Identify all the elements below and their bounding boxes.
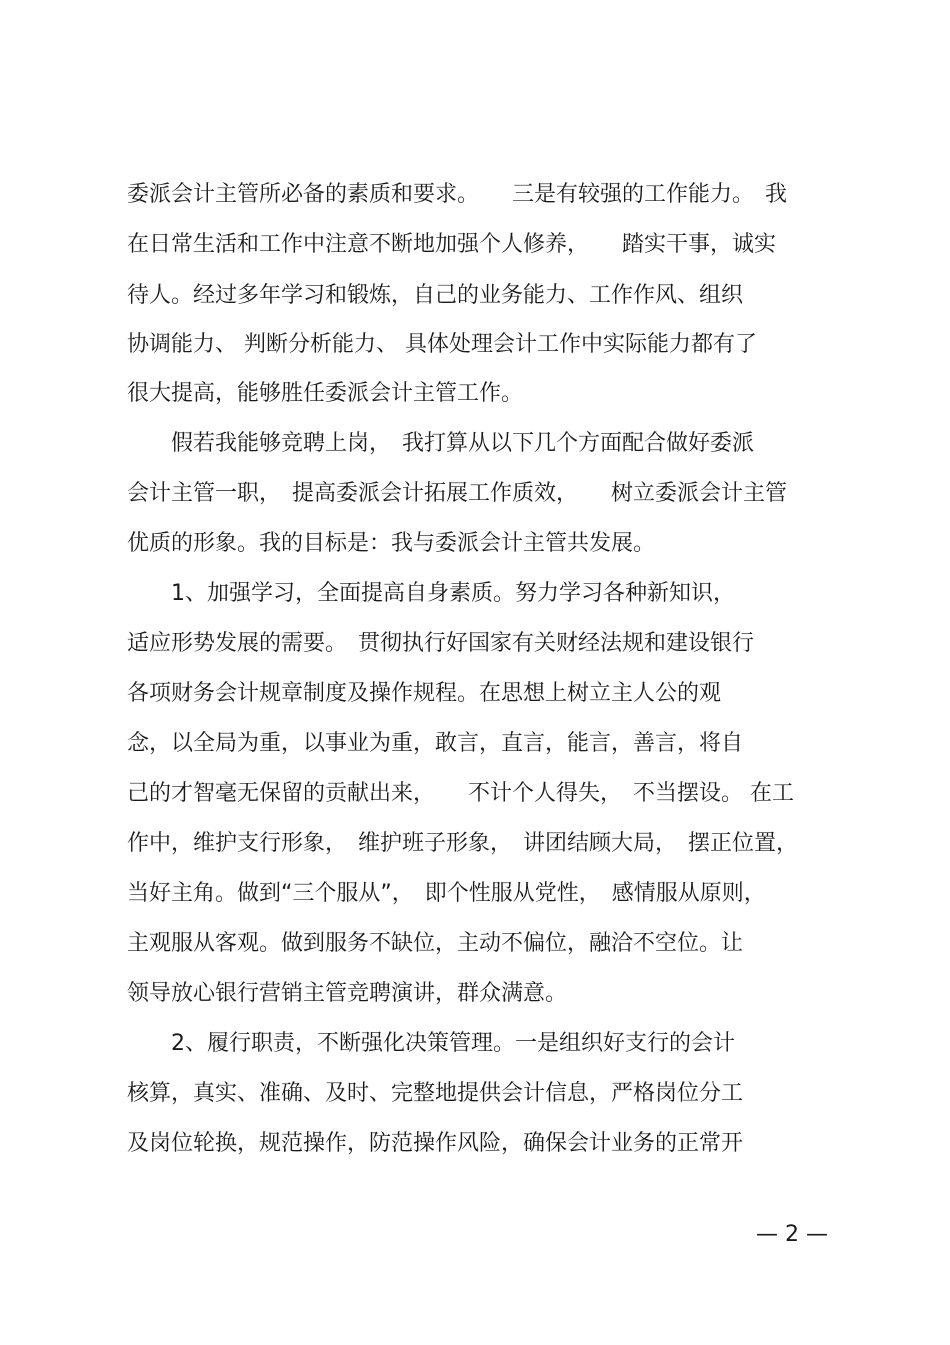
text-line: 己的才智毫无保留的贡献出来， 不计个人得失， 不当摆设。 在工 bbox=[127, 781, 794, 806]
text-line: 协调能力、 判断分析能力、 具体处理会计工作中实际能力都有了 bbox=[127, 332, 757, 357]
text-line: 假若我能够竞聘上岗， 我打算从以下几个方面配合做好委派 bbox=[127, 431, 755, 456]
text-line: 待人。经过多年学习和锻炼，自己的业务能力、工作作风、组织 bbox=[127, 283, 744, 308]
text-line: 2、履行职责，不断强化决策管理。一是组织好支行的会计 bbox=[127, 1031, 735, 1056]
text-line: 领导放心银行营销主管竞聘演讲，群众满意。 bbox=[127, 981, 568, 1006]
text-line: 及岗位轮换，规范操作，防范操作风险，确保会计业务的正常开 bbox=[127, 1131, 744, 1156]
text-line: 各项财务会计规章制度及操作规程。在思想上树立主人公的观 bbox=[127, 681, 722, 706]
text-line: 委派会计主管所必备的素质和要求。 三是有较强的工作能力。 我 bbox=[127, 182, 788, 207]
text-line: 当好主角。做到“三个服从”， 即个性服从党性， 感情服从原则， bbox=[127, 881, 766, 906]
text-line: 适应形势发展的需要。 贯彻执行好国家有关财经法规和建设银行 bbox=[127, 631, 755, 656]
text-line: 很大提高，能够胜任委派会计主管工作。 bbox=[127, 381, 524, 406]
page-number: — 2 — bbox=[756, 1222, 828, 1247]
text-line: 1、加强学习，全面提高自身素质。努力学习各种新知识， bbox=[127, 581, 735, 606]
text-line: 作中，维护支行形象， 维护班子形象， 讲团结顾大局， 摆正位置， bbox=[127, 831, 799, 856]
text-line: 核算，真实、准确、及时、完整地提供会计信息，严格岗位分工 bbox=[127, 1081, 744, 1106]
text-line: 优质的形象。我的目标是：我与委派会计主管共发展。 bbox=[127, 531, 656, 556]
text-line: 会计主管一职， 提高委派会计拓展工作质效， 树立委派会计主管 bbox=[127, 481, 788, 506]
text-line: 主观服从客观。做到服务不缺位，主动不偏位，融洽不空位。让 bbox=[127, 931, 744, 956]
text-line: 念，以全局为重，以事业为重，敢言，直言，能言，善言，将自 bbox=[127, 731, 744, 756]
text-line: 在日常生活和工作中注意不断地加强个人修养， 踏实干事，诚实 bbox=[127, 232, 777, 257]
